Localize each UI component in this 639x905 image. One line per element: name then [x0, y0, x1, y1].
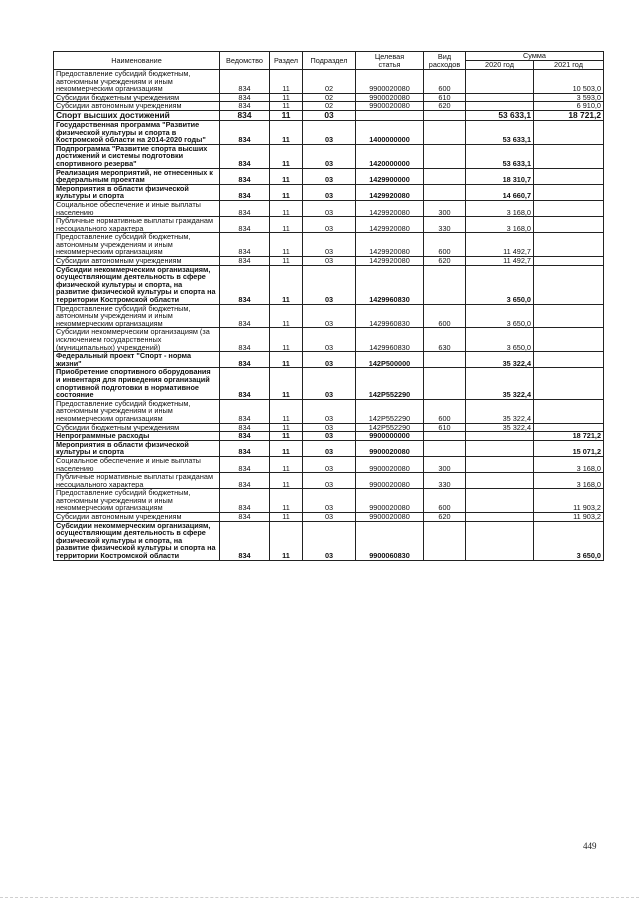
cell-subsection: 03 — [303, 423, 356, 432]
cell-subsection: 03 — [303, 513, 356, 522]
table-row — [54, 399, 604, 423]
cell-section: 11 — [270, 144, 303, 168]
cell-expense-type — [424, 440, 466, 456]
cell-sum-2021 — [534, 399, 604, 423]
cell-subsection: 03 — [303, 144, 356, 168]
cell-sum-2021 — [534, 304, 604, 328]
cell-sum-2021: 3 168,0 — [534, 473, 604, 489]
cell-sum-2021: 10 503,0 — [534, 70, 604, 94]
cell-subsection: 03 — [303, 489, 356, 513]
cell-name: Социальное обеспечение и иные выплаты населению — [54, 200, 220, 216]
table-row — [54, 110, 604, 120]
cell-sum-2020 — [466, 513, 534, 522]
cell-sum-2021 — [534, 168, 604, 184]
cell-name: Подпрограмма "Развитие спорта высших достижений и системы подготовки спортивного резерва" — [54, 144, 220, 168]
cell-expense-type — [424, 521, 466, 560]
cell-section: 11 — [270, 184, 303, 200]
cell-target-article: 9900020080 — [356, 489, 424, 513]
cell-ministry: 834 — [220, 93, 270, 102]
cell-sum-2020 — [466, 489, 534, 513]
cell-subsection: 02 — [303, 102, 356, 111]
cell-sum-2021 — [534, 233, 604, 257]
cell-section: 11 — [270, 110, 303, 120]
cell-ministry: 834 — [220, 200, 270, 216]
cell-section: 11 — [270, 440, 303, 456]
cell-ministry: 834 — [220, 217, 270, 233]
cell-ministry: 834 — [220, 233, 270, 257]
cell-sum-2021 — [534, 328, 604, 352]
cell-target-article: 1429920080 — [356, 257, 424, 266]
cell-sum-2020: 3 168,0 — [466, 200, 534, 216]
cell-subsection: 03 — [303, 120, 356, 144]
cell-name: Публичные нормативные выплаты гражданам несоциального характера — [54, 473, 220, 489]
cell-target-article: 1429960830 — [356, 328, 424, 352]
cell-sum-2021: 6 910,0 — [534, 102, 604, 111]
cell-subsection: 03 — [303, 440, 356, 456]
cell-sum-2020 — [466, 102, 534, 111]
cell-sum-2020 — [466, 456, 534, 472]
cell-section: 11 — [270, 368, 303, 399]
cell-section: 11 — [270, 93, 303, 102]
table-row — [54, 521, 604, 560]
header-target — [356, 52, 424, 70]
cell-name: Публичные нормативные выплаты гражданам несоциального характера — [54, 217, 220, 233]
cell-sum-2021 — [534, 265, 604, 304]
header-type — [424, 52, 466, 70]
cell-target-article: 1429920080 — [356, 184, 424, 200]
cell-sum-2021 — [534, 257, 604, 266]
header-section — [270, 52, 303, 70]
cell-subsection: 03 — [303, 217, 356, 233]
cell-ministry: 834 — [220, 513, 270, 522]
cell-target-article: 9900020080 — [356, 102, 424, 111]
cell-subsection: 03 — [303, 399, 356, 423]
cell-ministry: 834 — [220, 489, 270, 513]
header-name-label: Наименование — [111, 55, 162, 65]
cell-target-article: 9900020080 — [356, 456, 424, 472]
cell-ministry: 834 — [220, 423, 270, 432]
cell-sum-2020 — [466, 473, 534, 489]
cell-name: Субсидии некоммерческим организациям, осуществляющим деятельность в сфере физической культуры и спорта, на развитие физической культуры и спорта на территории Костромской области — [54, 521, 220, 560]
cell-expense-type: 600 — [424, 70, 466, 94]
cell-expense-type — [424, 184, 466, 200]
table-row — [54, 352, 604, 368]
cell-section: 11 — [270, 513, 303, 522]
cell-name: Непрограммные расходы — [54, 432, 220, 441]
cell-target-article: 9900020080 — [356, 473, 424, 489]
cell-subsection: 03 — [303, 184, 356, 200]
cell-name: Предоставление субсидий бюджетным, автономным учреждениям и иным некоммерческим организациям — [54, 233, 220, 257]
page-number: 449 — [583, 841, 597, 851]
cell-target-article: 142P552290 — [356, 423, 424, 432]
cell-name: Субсидии автономным учреждениям — [54, 257, 220, 266]
cell-expense-type — [424, 432, 466, 441]
cell-name: Субсидии автономным учреждениям — [54, 102, 220, 111]
cell-name: Предоставление субсидий бюджетным, автономным учреждениям и иным некоммерческим организациям — [54, 399, 220, 423]
header-target-line1: Целевая — [374, 51, 405, 61]
cell-target-article: 9900020080 — [356, 513, 424, 522]
cell-sum-2021 — [534, 368, 604, 399]
cell-sum-2021 — [534, 352, 604, 368]
cell-section: 11 — [270, 168, 303, 184]
table-body — [54, 70, 604, 561]
cell-ministry: 834 — [220, 70, 270, 94]
table-row — [54, 328, 604, 352]
cell-target-article: 1429900000 — [356, 168, 424, 184]
cell-expense-type: 300 — [424, 456, 466, 472]
cell-sum-2020: 53 633,1 — [466, 144, 534, 168]
table-row — [54, 200, 604, 216]
cell-expense-type: 300 — [424, 200, 466, 216]
cell-name: Федеральный проект "Спорт - норма жизни" — [54, 352, 220, 368]
cell-ministry: 834 — [220, 102, 270, 111]
cell-ministry: 834 — [220, 456, 270, 472]
cell-target-article: 9900020080 — [356, 93, 424, 102]
cell-sum-2020: 53 633,1 — [466, 120, 534, 144]
cell-ministry: 834 — [220, 257, 270, 266]
table-row — [54, 456, 604, 472]
cell-sum-2020 — [466, 432, 534, 441]
cell-ministry: 834 — [220, 110, 270, 120]
cell-sum-2020 — [466, 93, 534, 102]
cell-sum-2021 — [534, 144, 604, 168]
table-header-row — [54, 52, 604, 61]
header-subsection — [303, 52, 356, 70]
header-sum — [466, 52, 604, 61]
table-row — [54, 440, 604, 456]
cell-sum-2020 — [466, 70, 534, 94]
cell-expense-type: 620 — [424, 513, 466, 522]
cell-section: 11 — [270, 473, 303, 489]
cell-target-article — [356, 110, 424, 120]
cell-name: Социальное обеспечение и иные выплаты населению — [54, 456, 220, 472]
table-row — [54, 368, 604, 399]
cell-sum-2021: 15 071,2 — [534, 440, 604, 456]
cell-expense-type — [424, 110, 466, 120]
cell-sum-2020 — [466, 521, 534, 560]
cell-ministry: 834 — [220, 184, 270, 200]
cell-sum-2021: 3 650,0 — [534, 521, 604, 560]
cell-section: 11 — [270, 399, 303, 423]
cell-sum-2020: 11 492,7 — [466, 257, 534, 266]
cell-target-article: 1429960830 — [356, 265, 424, 304]
cell-expense-type: 600 — [424, 489, 466, 513]
header-ministry — [220, 52, 270, 70]
cell-section: 11 — [270, 423, 303, 432]
cell-sum-2021 — [534, 217, 604, 233]
cell-sum-2020: 35 322,4 — [466, 423, 534, 432]
cell-ministry: 834 — [220, 440, 270, 456]
cell-subsection: 03 — [303, 265, 356, 304]
cell-name: Спорт высших достижений — [54, 110, 220, 120]
cell-section: 11 — [270, 102, 303, 111]
cell-subsection: 03 — [303, 304, 356, 328]
header-2020 — [466, 61, 534, 70]
header-type-line2: расходов — [428, 59, 461, 69]
cell-ministry: 834 — [220, 399, 270, 423]
cell-expense-type: 600 — [424, 304, 466, 328]
cell-target-article: 9900000000 — [356, 432, 424, 441]
cell-subsection: 02 — [303, 93, 356, 102]
cell-target-article: 9900020080 — [356, 440, 424, 456]
cell-expense-type: 620 — [424, 257, 466, 266]
cell-expense-type: 610 — [424, 423, 466, 432]
cell-section: 11 — [270, 489, 303, 513]
cell-sum-2020: 3 650,0 — [466, 265, 534, 304]
cell-sum-2021 — [534, 200, 604, 216]
cell-target-article: 9900060830 — [356, 521, 424, 560]
cell-sum-2020: 3 650,0 — [466, 328, 534, 352]
cell-sum-2021: 18 721,2 — [534, 432, 604, 441]
cell-name: Мероприятия в области физической культуры и спорта — [54, 184, 220, 200]
cell-sum-2021: 18 721,2 — [534, 110, 604, 120]
cell-subsection: 03 — [303, 328, 356, 352]
cell-section: 11 — [270, 352, 303, 368]
table-row — [54, 102, 604, 111]
cell-ministry: 834 — [220, 265, 270, 304]
table-row — [54, 168, 604, 184]
cell-ministry: 834 — [220, 521, 270, 560]
cell-subsection: 03 — [303, 352, 356, 368]
cell-ministry: 834 — [220, 168, 270, 184]
cell-expense-type: 600 — [424, 399, 466, 423]
cell-expense-type: 330 — [424, 217, 466, 233]
cell-ministry: 834 — [220, 144, 270, 168]
table-row — [54, 257, 604, 266]
cell-target-article: 1400000000 — [356, 120, 424, 144]
cell-subsection: 03 — [303, 368, 356, 399]
cell-sum-2021 — [534, 423, 604, 432]
header-type-line1: Вид — [437, 51, 452, 61]
table-row — [54, 432, 604, 441]
cell-ministry: 834 — [220, 328, 270, 352]
cell-name: Субсидии бюджетным учреждениям — [54, 423, 220, 432]
table-row — [54, 265, 604, 304]
cell-expense-type: 610 — [424, 93, 466, 102]
table-row — [54, 120, 604, 144]
cell-section: 11 — [270, 257, 303, 266]
table-row — [54, 423, 604, 432]
cell-subsection: 03 — [303, 200, 356, 216]
cell-subsection: 03 — [303, 233, 356, 257]
cell-subsection: 03 — [303, 473, 356, 489]
cell-section: 11 — [270, 304, 303, 328]
cell-target-article: 1429920080 — [356, 200, 424, 216]
cell-name: Субсидии автономным учреждениям — [54, 513, 220, 522]
cell-sum-2020: 11 492,7 — [466, 233, 534, 257]
cell-expense-type — [424, 368, 466, 399]
table-row — [54, 93, 604, 102]
cell-sum-2020: 35 322,4 — [466, 368, 534, 399]
header-section-label: Раздел — [273, 55, 299, 65]
cell-expense-type — [424, 168, 466, 184]
table-row — [54, 473, 604, 489]
header-target-line2: статья — [378, 59, 401, 69]
cell-name: Субсидии некоммерческим организациям, осуществляющим деятельность в сфере физической культуры и спорта, на развитие физической культуры и спорта на территории Костромской области — [54, 265, 220, 304]
cell-ministry: 834 — [220, 304, 270, 328]
cell-name: Предоставление субсидий бюджетным, автономным учреждениям и иным некоммерческим организациям — [54, 70, 220, 94]
cell-expense-type — [424, 265, 466, 304]
cell-subsection: 03 — [303, 110, 356, 120]
cell-target-article: 1429920080 — [356, 233, 424, 257]
cell-sum-2021 — [534, 184, 604, 200]
header-subsection-label: Подраздел — [310, 55, 348, 65]
cell-target-article: 9900020080 — [356, 70, 424, 94]
table-row — [54, 144, 604, 168]
table-row — [54, 233, 604, 257]
header-ministry-label: Ведомство — [226, 55, 263, 65]
table-row — [54, 513, 604, 522]
cell-ministry: 834 — [220, 473, 270, 489]
cell-sum-2020: 35 322,4 — [466, 352, 534, 368]
cell-sum-2020: 3 168,0 — [466, 217, 534, 233]
cell-subsection: 03 — [303, 432, 356, 441]
cell-ministry: 834 — [220, 120, 270, 144]
table-row — [54, 304, 604, 328]
table-row — [54, 70, 604, 94]
cell-sum-2020: 18 310,7 — [466, 168, 534, 184]
cell-expense-type: 330 — [424, 473, 466, 489]
cell-section: 11 — [270, 328, 303, 352]
cell-ministry: 834 — [220, 368, 270, 399]
cell-name: Реализация мероприятий, не отнесенных к федеральным проектам — [54, 168, 220, 184]
cell-sum-2021: 11 903,2 — [534, 513, 604, 522]
cell-sum-2021: 3 168,0 — [534, 456, 604, 472]
cell-target-article: 1429920080 — [356, 217, 424, 233]
cell-target-article: 1429960830 — [356, 304, 424, 328]
cell-sum-2020: 35 322,4 — [466, 399, 534, 423]
cell-section: 11 — [270, 521, 303, 560]
cell-ministry: 834 — [220, 352, 270, 368]
cell-expense-type: 600 — [424, 233, 466, 257]
cell-subsection: 02 — [303, 70, 356, 94]
cell-name: Предоставление субсидий бюджетным, автономным учреждениям и иным некоммерческим организациям — [54, 489, 220, 513]
cell-expense-type — [424, 352, 466, 368]
cell-name: Мероприятия в области физической культуры и спорта — [54, 440, 220, 456]
cell-name: Субсидии бюджетным учреждениям — [54, 93, 220, 102]
header-2020-label: 2020 год — [485, 60, 514, 69]
cell-section: 11 — [270, 200, 303, 216]
cell-subsection: 03 — [303, 521, 356, 560]
budget-table — [53, 51, 604, 561]
cell-subsection: 03 — [303, 257, 356, 266]
cell-expense-type: 620 — [424, 102, 466, 111]
cell-sum-2021 — [534, 120, 604, 144]
cell-name: Приобретение спортивного оборудования и инвентаря для приведения организаций спортивной подготовки в нормативное состояние — [54, 368, 220, 399]
cell-target-article: 142P552290 — [356, 399, 424, 423]
cell-sum-2021: 11 903,2 — [534, 489, 604, 513]
cell-sum-2020: 3 650,0 — [466, 304, 534, 328]
table-row — [54, 217, 604, 233]
header-sum-label: Сумма — [523, 51, 546, 60]
cell-target-article: 142P500000 — [356, 352, 424, 368]
cell-sum-2021: 3 593,0 — [534, 93, 604, 102]
cell-ministry: 834 — [220, 432, 270, 441]
cell-section: 11 — [270, 456, 303, 472]
header-2021-label: 2021 год — [554, 60, 583, 69]
cell-name: Субсидии некоммерческим организациям (за исключением государственных (муниципальных) учреждений) — [54, 328, 220, 352]
cell-sum-2020 — [466, 440, 534, 456]
cell-subsection: 03 — [303, 168, 356, 184]
header-name — [54, 52, 220, 70]
cell-section: 11 — [270, 265, 303, 304]
cell-expense-type — [424, 144, 466, 168]
table-row — [54, 184, 604, 200]
cell-section: 11 — [270, 233, 303, 257]
cell-expense-type — [424, 120, 466, 144]
cell-sum-2020: 53 633,1 — [466, 110, 534, 120]
cell-target-article: 142P552290 — [356, 368, 424, 399]
scan-edge-line — [0, 897, 639, 898]
cell-section: 11 — [270, 70, 303, 94]
cell-name: Государственная программа "Развитие физической культуры и спорта в Костромской области на 2014-2020 годы" — [54, 120, 220, 144]
cell-sum-2020: 14 660,7 — [466, 184, 534, 200]
header-2021 — [534, 61, 604, 70]
table-row — [54, 489, 604, 513]
cell-name: Предоставление субсидий бюджетным, автономным учреждениям и иным некоммерческим организациям — [54, 304, 220, 328]
cell-subsection: 03 — [303, 456, 356, 472]
cell-expense-type: 630 — [424, 328, 466, 352]
cell-section: 11 — [270, 432, 303, 441]
cell-section: 11 — [270, 217, 303, 233]
cell-target-article: 1420000000 — [356, 144, 424, 168]
cell-section: 11 — [270, 120, 303, 144]
